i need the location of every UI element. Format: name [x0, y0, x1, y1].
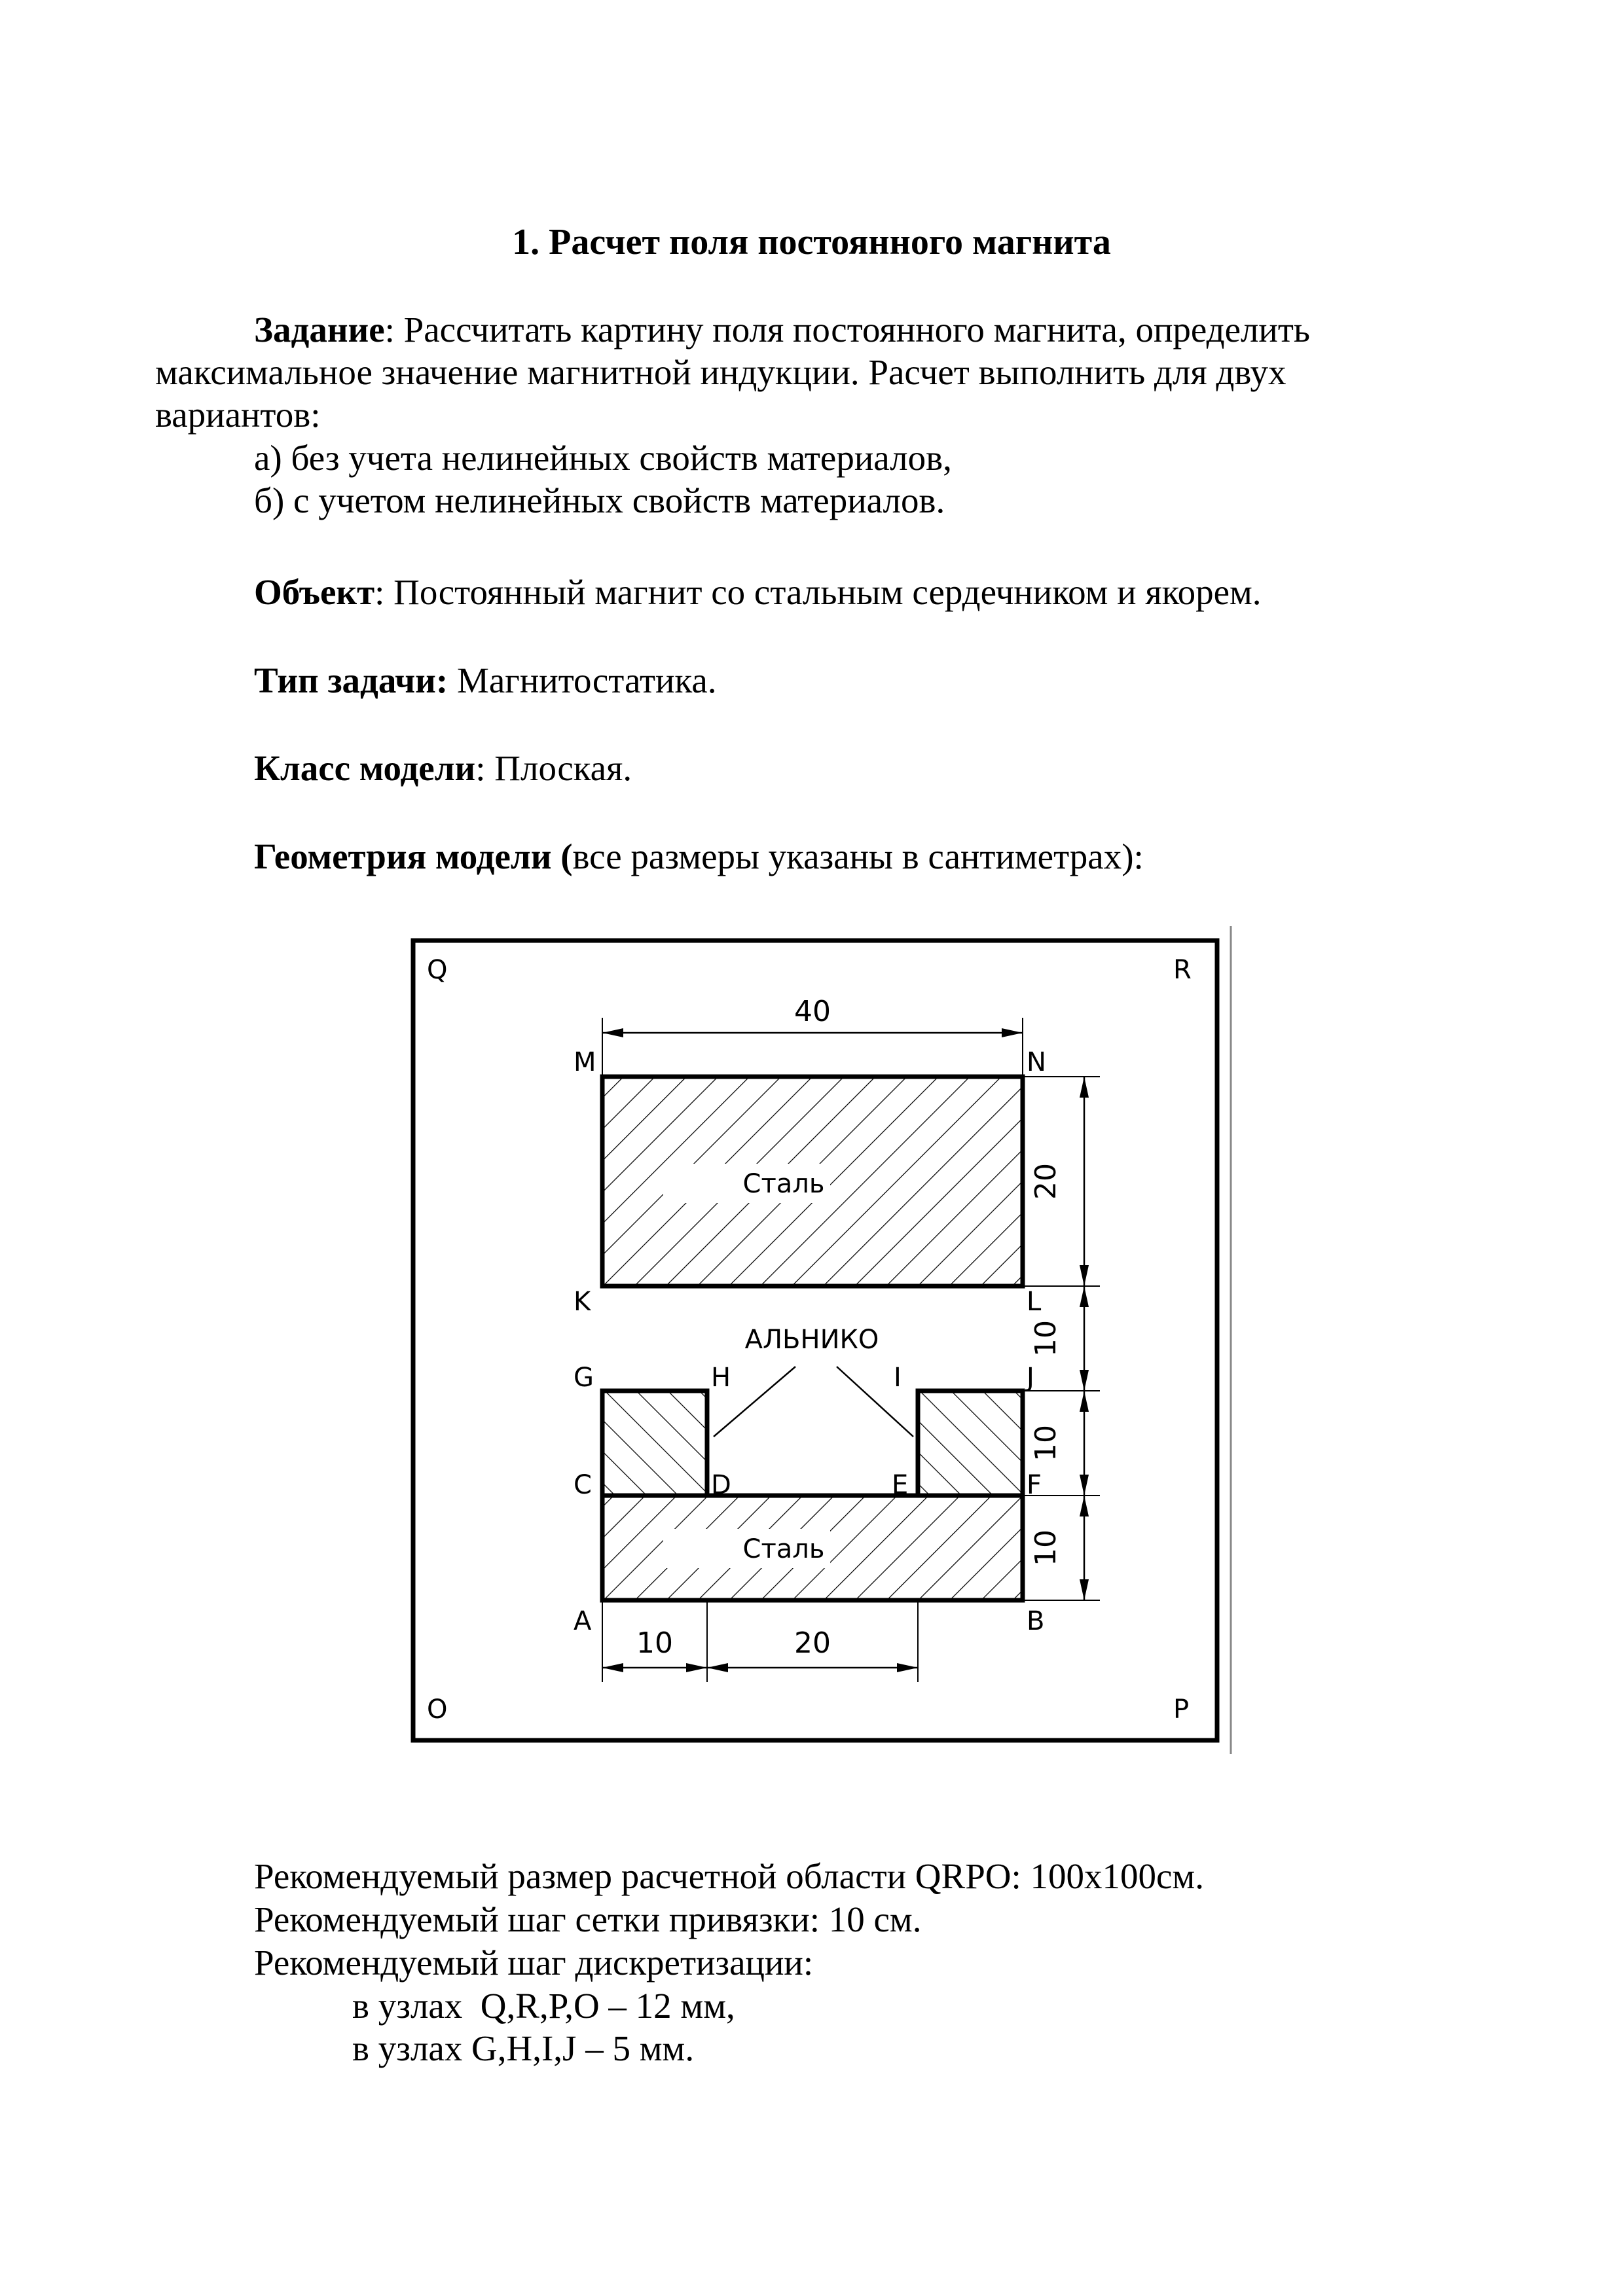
point-b: B — [1027, 1606, 1045, 1636]
magnet-right — [918, 1391, 1023, 1496]
corner-o: O — [427, 1695, 448, 1725]
task-label: Задание — [254, 310, 385, 350]
object-label: Объект — [254, 572, 375, 612]
point-j: J — [1027, 1363, 1034, 1393]
point-l: L — [1027, 1287, 1042, 1317]
recommendation-nodes-2: в узлах G,H,I,J – 5 мм. — [352, 2028, 695, 2068]
option-b: б) с учетом нелинейных свойств материалов. — [254, 480, 945, 520]
point-d: D — [711, 1470, 731, 1500]
point-n: N — [1027, 1047, 1046, 1077]
dim-height-top: 20 — [1029, 1163, 1063, 1200]
recommendation-discretization: Рекомендуемый шаг дискретизации: — [254, 1943, 814, 1982]
dim-bottom-height: 10 — [1029, 1530, 1063, 1566]
recommendation-grid: Рекомендуемый шаг сетки привязки: 10 см. — [254, 1899, 922, 1939]
model-class-label: Класс модели — [254, 748, 476, 788]
corner-p: P — [1173, 1695, 1190, 1725]
material-steel-top: Сталь — [742, 1169, 825, 1199]
recommendation-area: Рекомендуемый размер расчетной области QRPO: 100x100см. — [254, 1856, 1205, 1896]
problem-type-line: Тип задачи: Магнитостатика. — [254, 660, 717, 700]
task-line-3: вариантов: — [155, 395, 321, 435]
point-k: K — [574, 1287, 591, 1317]
object-line: Объект: Постоянный магнит со стальным сердечником и якорем. — [254, 572, 1262, 612]
dim-width-left: 10 — [636, 1626, 673, 1660]
point-e: E — [892, 1470, 909, 1500]
task-line-2: максимальное значение магнитной индукции. Расчет выполнить для двух — [155, 352, 1286, 392]
point-c: C — [574, 1470, 592, 1500]
geometry-line: Геометрия модели (все размеры указаны в сантиметрах): — [254, 836, 1144, 876]
corner-r: R — [1173, 955, 1192, 985]
model-class-line: Класс модели: Плоская. — [254, 748, 632, 788]
point-h: H — [711, 1363, 731, 1393]
point-a: A — [574, 1606, 592, 1636]
problem-type-label: Тип задачи: — [254, 660, 448, 700]
corner-q: Q — [427, 955, 448, 985]
geometry-label: Геометрия модели ( — [254, 836, 573, 876]
point-f: F — [1027, 1470, 1042, 1500]
task-line-1: Задание: Рассчитать картину поля постоянного магнита, определить — [254, 310, 1310, 350]
dim-width-mid: 20 — [794, 1626, 831, 1660]
dim-width-top: 40 — [794, 995, 831, 1028]
material-alnico: АЛЬНИКО — [744, 1325, 879, 1355]
point-g: G — [574, 1363, 594, 1393]
dim-gap: 10 — [1029, 1320, 1063, 1357]
magnet-left — [602, 1391, 707, 1496]
option-a: а) без учета нелинейных свойств материалов, — [254, 438, 952, 478]
point-m: M — [574, 1047, 596, 1077]
point-i: I — [894, 1363, 902, 1393]
recommendation-nodes-1: в узлах Q,R,P,O – 12 мм, — [352, 1986, 735, 2026]
material-steel-bottom: Сталь — [742, 1534, 825, 1564]
page-title: 1. Расчет поля постоянного магнита — [512, 222, 1111, 262]
dim-magnet-height: 10 — [1029, 1425, 1063, 1462]
